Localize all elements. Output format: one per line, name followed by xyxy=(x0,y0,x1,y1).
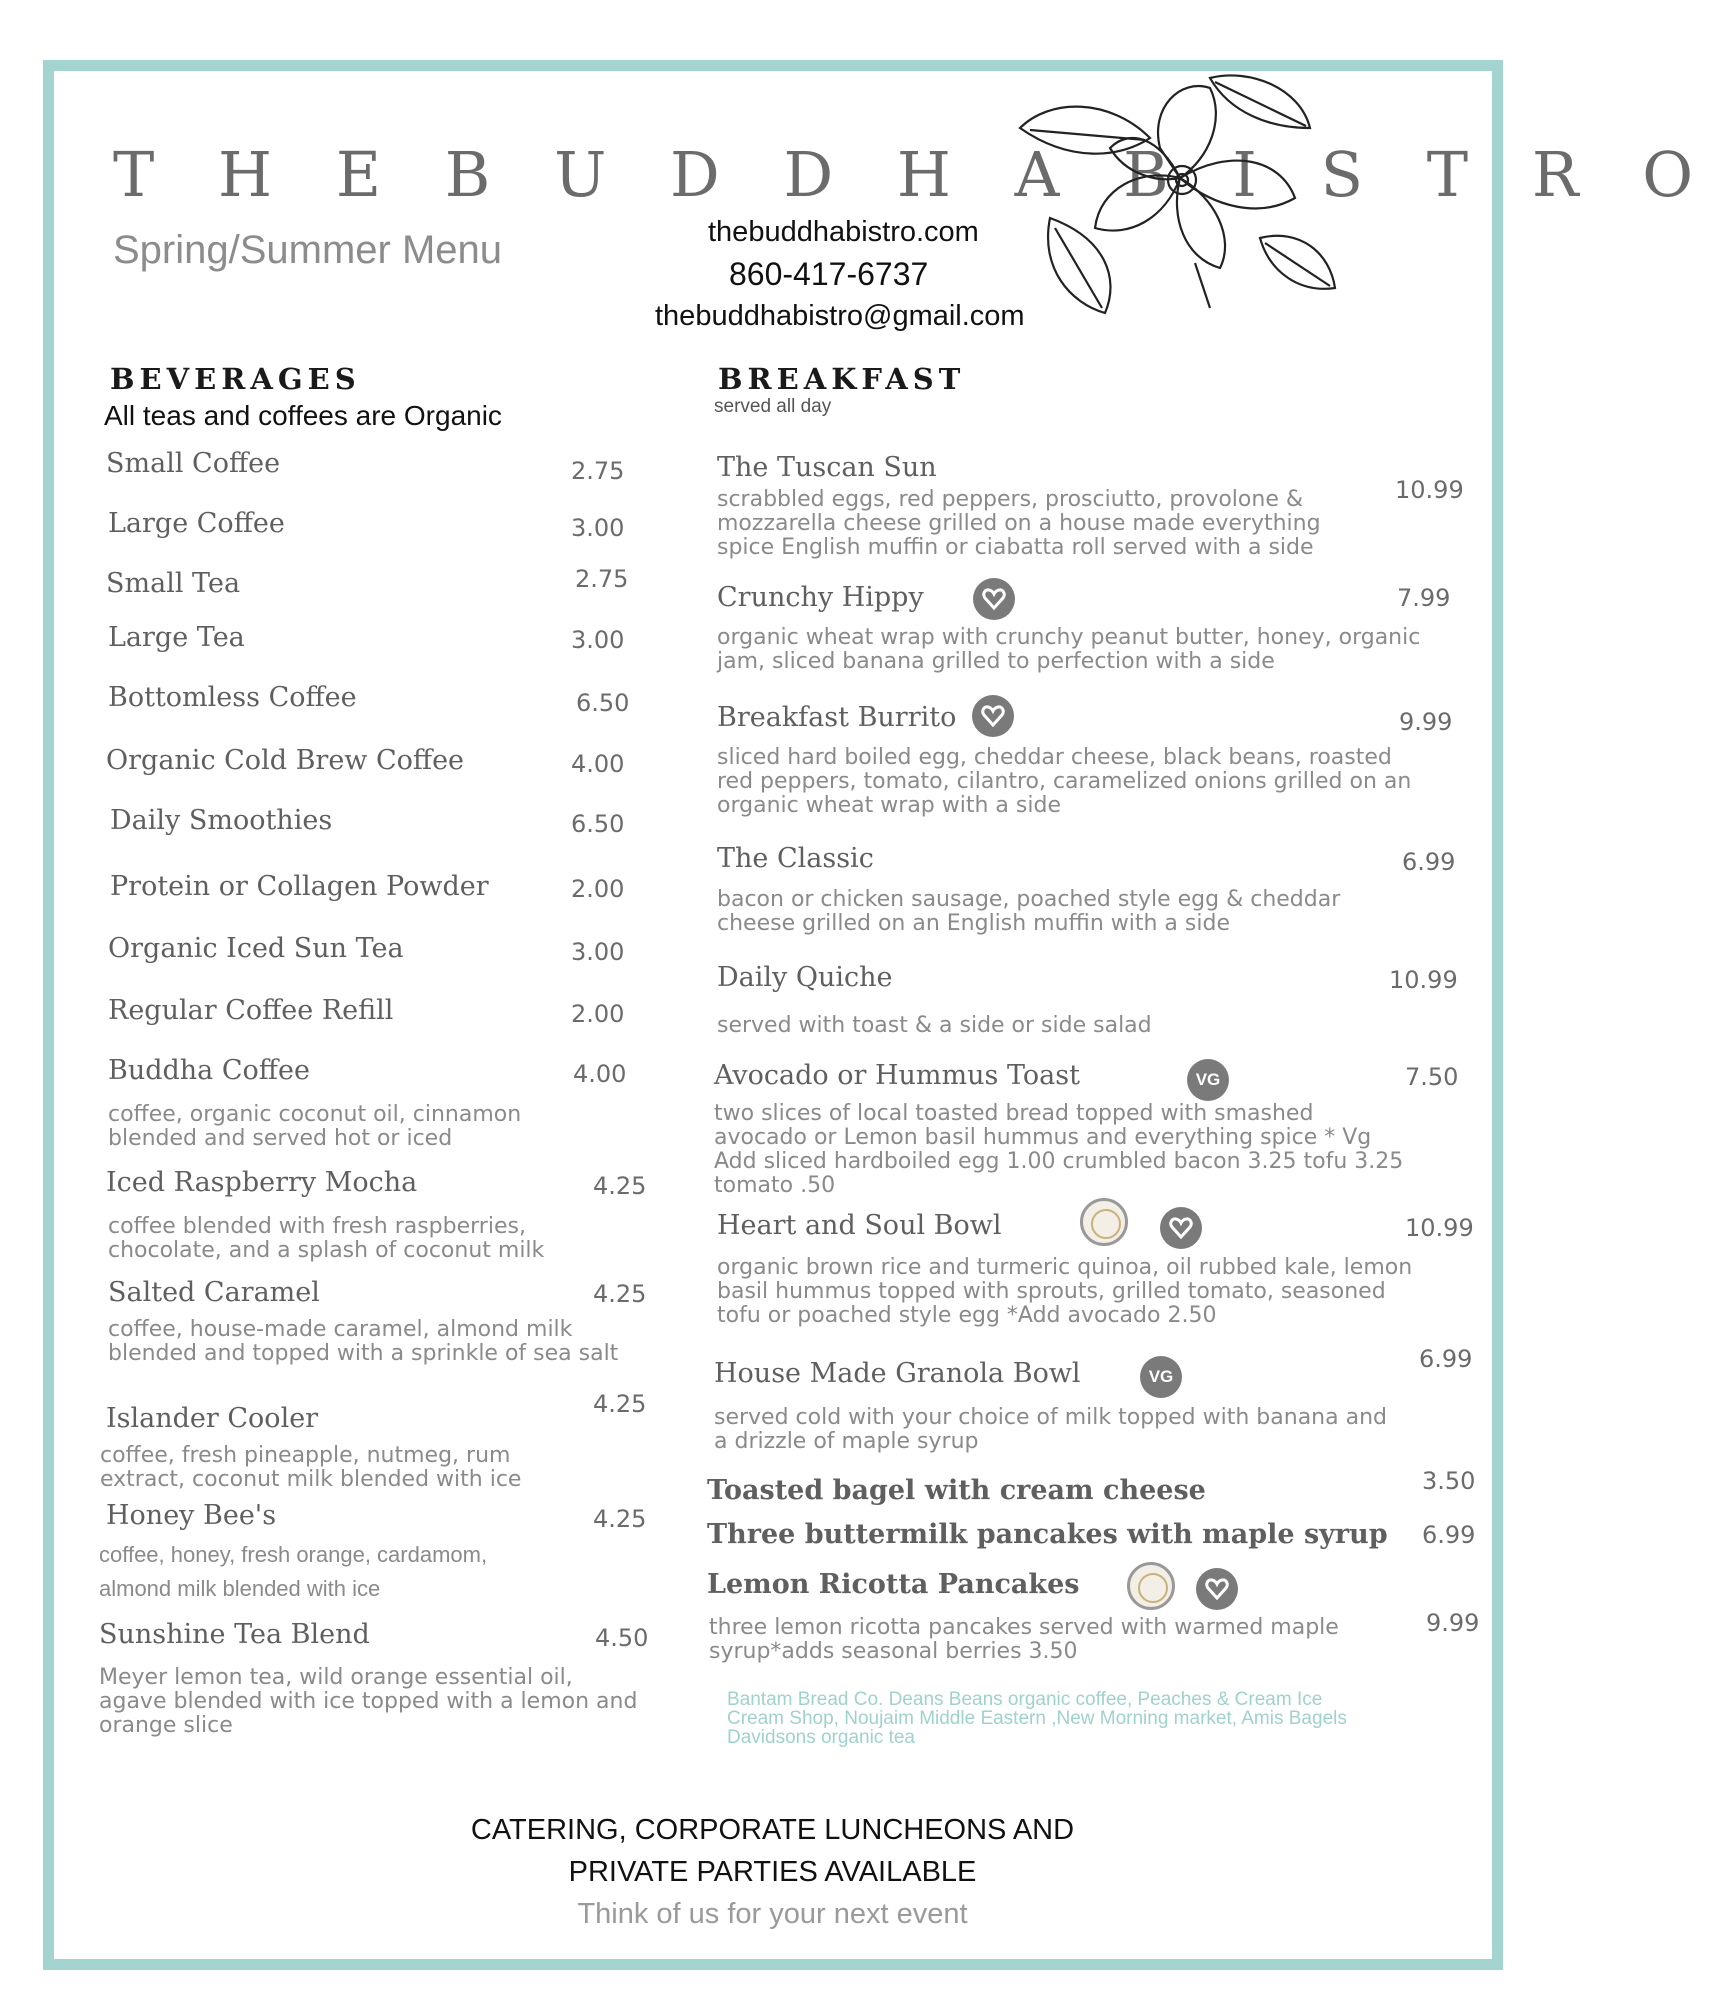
breakfast-description: organic wheat wrap with crunchy peanut butter, honey, organic jam, sliced banana grilled to perfection with a side xyxy=(717,625,1421,674)
breakfast-description: served cold with your choice of milk topped with banana and a drizzle of maple syrup xyxy=(714,1405,1387,1454)
beverage-description: Meyer lemon tea, wild orange essential oil, agave blended with ice topped with a lemon and orange slice xyxy=(99,1665,638,1738)
breakfast-name: Toasted bagel with cream cheese xyxy=(707,1475,1206,1506)
heart-icon xyxy=(1196,1568,1238,1610)
breakfast-price: 10.99 xyxy=(1395,476,1464,504)
suppliers-list: Bantam Bread Co. Deans Beans organic coffee, Peaches & Cream Ice Cream Shop, Noujaim Middle Eastern ,New Morning market, Amis Bagels Davidsons organic tea xyxy=(727,1689,1347,1748)
beverage-price: 2.75 xyxy=(571,457,625,485)
breakfast-price: 6.99 xyxy=(1402,848,1456,876)
breakfast-name: Breakfast Burrito xyxy=(717,702,957,733)
beverages-heading: BEVERAGES xyxy=(110,362,361,396)
email-link[interactable]: thebuddhabistro@gmail.com xyxy=(655,300,1025,332)
beverage-name: Protein or Collagen Powder xyxy=(110,871,489,902)
breakfast-description: sliced hard boiled egg, cheddar cheese, black beans, roasted red peppers, tomato, cilantro, caramelized onions grilled on an organic wheat wrap with a side xyxy=(717,745,1412,818)
breakfast-name: Daily Quiche xyxy=(717,962,893,993)
beverages-note: All teas and coffees are Organic xyxy=(104,400,502,431)
breakfast-price: 3.50 xyxy=(1422,1467,1476,1495)
beverage-name: Honey Bee's xyxy=(106,1500,277,1531)
beverage-name: Regular Coffee Refill xyxy=(108,995,394,1026)
beverage-name: Islander Cooler xyxy=(106,1403,319,1434)
vegan-badge: VG xyxy=(1140,1356,1182,1398)
phone-number[interactable]: 860-417-6737 xyxy=(729,256,929,292)
breakfast-name: Crunchy Hippy xyxy=(717,582,924,613)
beverage-name: Large Tea xyxy=(108,622,245,653)
beverage-name: Organic Iced Sun Tea xyxy=(108,933,404,964)
breakfast-name: The Tuscan Sun xyxy=(717,452,937,483)
breakfast-price: 6.99 xyxy=(1422,1521,1476,1549)
beverage-name: Organic Cold Brew Coffee xyxy=(106,745,465,776)
beverage-description: coffee blended with fresh raspberries, chocolate, and a splash of coconut milk xyxy=(108,1214,545,1263)
beverage-price: 3.00 xyxy=(571,514,625,542)
restaurant-title: T H E B U D D H A B I S T R O xyxy=(113,138,1715,211)
breakfast-name: Heart and Soul Bowl xyxy=(717,1210,1002,1241)
breakfast-price: 7.99 xyxy=(1397,584,1451,612)
breakfast-name: The Classic xyxy=(717,843,874,874)
heart-icon xyxy=(1160,1207,1202,1249)
beverage-description: coffee, fresh pineapple, nutmeg, rum extract, coconut milk blended with ice xyxy=(100,1443,522,1492)
breakfast-name: Avocado or Hummus Toast xyxy=(714,1060,1080,1091)
beverage-name: Sunshine Tea Blend xyxy=(99,1619,370,1650)
breakfast-price: 6.99 xyxy=(1419,1345,1473,1373)
menu-subtitle: Spring/Summer Menu xyxy=(113,228,503,272)
breakfast-price: 7.50 xyxy=(1405,1063,1459,1091)
breakfast-description: served with toast & a side or side salad xyxy=(717,1013,1152,1038)
heart-icon xyxy=(973,578,1015,620)
beverage-price: 6.50 xyxy=(571,810,625,838)
beverage-price: 6.50 xyxy=(576,689,630,717)
beverage-description: coffee, organic coconut oil, cinnamon blended and served hot or iced xyxy=(108,1102,522,1151)
beverage-description: coffee, house-made caramel, almond milk blended and topped with a sprinkle of sea salt xyxy=(108,1317,619,1366)
beverage-price: 3.00 xyxy=(571,938,625,966)
catering-line-2: PRIVATE PARTIES AVAILABLE xyxy=(568,1856,977,1888)
breakfast-price: 10.99 xyxy=(1389,966,1458,994)
website-link[interactable]: thebuddhabistro.com xyxy=(708,216,979,248)
breakfast-description: organic brown rice and turmeric quinoa, oil rubbed kale, lemon basil hummus topped with sprouts, grilled tomato, seasoned tofu or poached style egg *Add avocado 2.50 xyxy=(717,1255,1413,1328)
beverage-price: 2.00 xyxy=(571,1000,625,1028)
breakfast-description: bacon or chicken sausage, poached style egg & cheddar cheese grilled on an English muffin with a side xyxy=(717,887,1341,936)
breakfast-price: 9.99 xyxy=(1426,1609,1480,1637)
beverage-price: 3.00 xyxy=(571,626,625,654)
beverage-price: 4.25 xyxy=(593,1172,647,1200)
beverage-price: 2.00 xyxy=(571,875,625,903)
breakfast-description: two slices of local toasted bread topped with smashed avocado or Lemon basil hummus and everything spice * Vg Add sliced hardboiled egg 1.00 crumbled bacon 3.25 tofu 3.25 tomato .50 xyxy=(714,1101,1404,1198)
vegan-badge: VG xyxy=(1187,1059,1229,1101)
breakfast-description: scrabbled eggs, red peppers, prosciutto, provolone & mozzarella cheese grilled on a house made everything spice English muffin or ciabatta roll served with a side xyxy=(717,487,1321,560)
gluten-free-seal xyxy=(1080,1198,1128,1246)
breakfast-name: Lemon Ricotta Pancakes xyxy=(707,1569,1080,1600)
beverage-price: 4.00 xyxy=(573,1060,627,1088)
beverage-description: coffee, honey, fresh orange, cardamom, almond milk blended with ice xyxy=(99,1542,488,1601)
beverage-name: Small Coffee xyxy=(106,448,281,479)
beverage-price: 4.25 xyxy=(593,1505,647,1533)
breakfast-name: Three buttermilk pancakes with maple syrup xyxy=(707,1519,1388,1550)
breakfast-description: three lemon ricotta pancakes served with warmed maple syrup*adds seasonal berries 3.50 xyxy=(709,1615,1339,1664)
breakfast-note: served all day xyxy=(714,396,832,417)
breakfast-price: 9.99 xyxy=(1399,708,1453,736)
beverage-name: Salted Caramel xyxy=(108,1277,320,1308)
beverage-name: Large Coffee xyxy=(108,508,285,539)
heart-icon xyxy=(972,695,1014,737)
beverage-name: Daily Smoothies xyxy=(110,805,333,836)
catering-tagline: Think of us for your next event xyxy=(577,1898,968,1930)
breakfast-name: House Made Granola Bowl xyxy=(714,1358,1081,1389)
beverage-price: 4.25 xyxy=(593,1390,647,1418)
breakfast-heading: BREAKFAST xyxy=(718,362,966,396)
beverage-name: Buddha Coffee xyxy=(108,1055,310,1086)
beverage-name: Small Tea xyxy=(106,568,241,599)
beverage-price: 4.50 xyxy=(595,1624,649,1652)
beverage-name: Bottomless Coffee xyxy=(108,682,357,713)
breakfast-price: 10.99 xyxy=(1405,1214,1474,1242)
gluten-free-seal xyxy=(1127,1562,1175,1610)
beverage-price: 4.25 xyxy=(593,1280,647,1308)
beverage-name: Iced Raspberry Mocha xyxy=(106,1167,418,1198)
beverage-price: 2.75 xyxy=(575,565,629,593)
magnolia-illustration xyxy=(1010,68,1340,318)
catering-line-1: CATERING, CORPORATE LUNCHEONS AND xyxy=(470,1814,1075,1846)
beverage-price: 4.00 xyxy=(571,750,625,778)
